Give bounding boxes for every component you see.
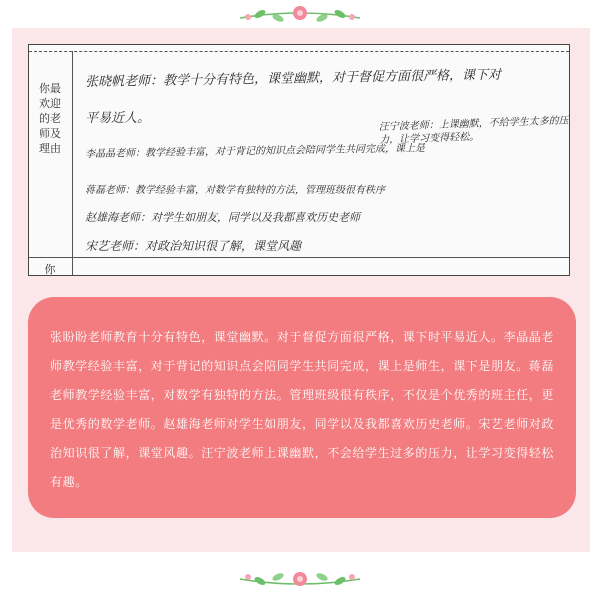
- handwritten-line: 汪宁波老师：上课幽默，不给学生太多的压力，让学习变得轻松。: [378, 115, 569, 146]
- handwritten-line: 张晓帆老师：教学十分有特色，课堂幽默，对于督促方面很严格，课下对: [84, 67, 502, 90]
- handwritten-line: 赵雄海老师：对学生如朋友，同学以及我都喜欢历史老师: [85, 211, 360, 224]
- question-label: 你最欢迎的老师及理由: [39, 82, 61, 155]
- handwritten-line: 平易近人。: [85, 111, 151, 126]
- summary-card: [28, 297, 576, 518]
- floral-divider-top: [230, 2, 370, 28]
- summary-text: 张盼盼老师教育十分有特色，课堂幽默。对于督促方面很严格，课下时平易近人。李晶晶老师教学经验丰富，对于背记的知识点会陪同学生共同完成，课上是师生，课下是朋友。蒋磊老师教学经验丰富，对数学有独特的方法。管理班级很有秩序，不仅是个优秀的班主任，更是优秀的数学老师。赵雄海老师对学生如朋友，同学以及我都喜欢历史老师。宋艺老师对政治知识很了解，课堂风趣。汪宁波老师上课幽默，不会给学生过多的压力，让学习变得轻松有趣。: [50, 330, 555, 489]
- handwritten-line: 宋艺老师：对政治知识很了解，课堂风趣: [85, 239, 302, 253]
- handwritten-line: 李晶晶老师：教学经验丰富，对于背记的知识点会陪同学生共同完成，课上是: [84, 143, 426, 160]
- handwritten-line: 蒋磊老师：教学经验丰富，对数学有独特的方法，管理班级很有秩序: [85, 185, 385, 196]
- floral-divider-bottom: [230, 565, 370, 591]
- survey-scan-image: [28, 44, 570, 276]
- next-question-label: 你: [44, 263, 56, 276]
